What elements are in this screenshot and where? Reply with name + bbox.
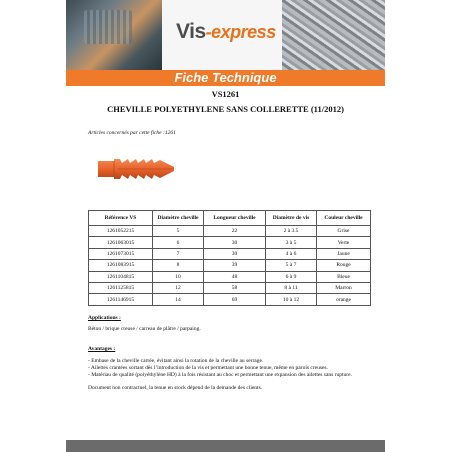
- applications-section: [88, 315, 358, 333]
- col-plug-color: Couleur cheville: [317, 211, 371, 226]
- table-cell: Verte: [317, 237, 371, 248]
- technical-sheet: [66, 0, 385, 452]
- wall-plug-image: [96, 157, 176, 181]
- table-cell: 2 à 3.5: [266, 226, 317, 237]
- screws-photo: [282, 0, 385, 70]
- table-cell: 69: [204, 294, 266, 305]
- table-cell: 8 à 11: [266, 282, 317, 293]
- avantages-section: [88, 346, 358, 392]
- table-row: [89, 237, 371, 248]
- table-cell: 8: [153, 260, 204, 271]
- table-cell: orange: [317, 294, 371, 305]
- table-row: [89, 282, 371, 293]
- table-cell: 1261073015: [89, 248, 153, 259]
- table-cell: 1261083915: [89, 260, 153, 271]
- table-cell: 5: [153, 226, 204, 237]
- header-banner: [66, 0, 385, 70]
- articles-note: Articles concernés par cette fiche :1261: [88, 130, 176, 136]
- table-cell: 4 à 6: [266, 248, 317, 259]
- workshop-photo: [66, 0, 162, 70]
- table-row: [89, 226, 371, 237]
- table-cell: 1261125815: [89, 282, 153, 293]
- table-cell: 6 à 9: [266, 271, 317, 282]
- table-cell: 1261063015: [89, 237, 153, 248]
- table-header-row: [89, 211, 371, 226]
- avantage-item: - Ailettes crantées sortant dès l’introduction de la vis et permettant une bonne tenue, même en parois creuses.: [88, 365, 328, 371]
- brand-accent: -express: [205, 22, 276, 42]
- table-cell: 3 à 5: [266, 237, 317, 248]
- avantage-item: - Matériau de qualité (polyéthylène HD) à la fois résistant au choc et permettant une expansion des ailettes sans rupture.: [88, 372, 352, 378]
- applications-heading: Applications :: [88, 315, 121, 321]
- table-cell: 48: [204, 271, 266, 282]
- table-cell: 5 à 7: [266, 260, 317, 271]
- table-cell: Jaune: [317, 248, 371, 259]
- table-cell: 30: [204, 237, 266, 248]
- banner-title: Fiche Technique: [66, 70, 385, 86]
- avantages-heading: Avantages :: [88, 346, 116, 352]
- table-cell: Bleue: [317, 271, 371, 282]
- table-row: [89, 248, 371, 259]
- brand-logo: [176, 20, 276, 44]
- col-plug-diameter: Diamètre cheville: [153, 211, 204, 226]
- table-cell: 10: [153, 271, 204, 282]
- table-cell: Marron: [317, 282, 371, 293]
- product-code: VS1261: [211, 89, 240, 99]
- table-cell: 58: [204, 282, 266, 293]
- table-cell: 1261052215: [89, 226, 153, 237]
- brand-main: Vis: [176, 20, 206, 43]
- table-cell: 7: [153, 248, 204, 259]
- table-row: [89, 294, 371, 305]
- disclaimer: Document non contractuel, la tenue en stock dépend de la demande des clients.: [88, 385, 263, 391]
- table-cell: 22: [204, 226, 266, 237]
- footer-bar: [66, 440, 385, 452]
- product-title: CHEVILLE POLYETHYLENE SANS COLLERETTE (11/2012): [107, 104, 344, 114]
- avantage-item: - Embase de la cheville carrée, évitant ainsi la rotation de la cheville au serrage.: [88, 358, 264, 364]
- table-cell: 10 à 12: [266, 294, 317, 305]
- table-cell: 1261146915: [89, 294, 153, 305]
- col-plug-length: Longueur cheville: [204, 211, 266, 226]
- table-cell: Rouge: [317, 260, 371, 271]
- table-cell: 1261104815: [89, 271, 153, 282]
- table-cell: 6: [153, 237, 204, 248]
- table-row: [89, 260, 371, 271]
- table-cell: Grise: [317, 226, 371, 237]
- table-cell: 12: [153, 282, 204, 293]
- col-screw-diameter: Diamètre de vis: [266, 211, 317, 226]
- table-cell: 39: [204, 260, 266, 271]
- table-row: [89, 271, 371, 282]
- table-cell: 30: [204, 248, 266, 259]
- specs-table: [88, 210, 371, 306]
- applications-text: Béton / brique creuse / carreau de plâtre / parpaing.: [88, 326, 201, 332]
- table-cell: 14: [153, 294, 204, 305]
- col-reference: Référence VS: [89, 211, 153, 226]
